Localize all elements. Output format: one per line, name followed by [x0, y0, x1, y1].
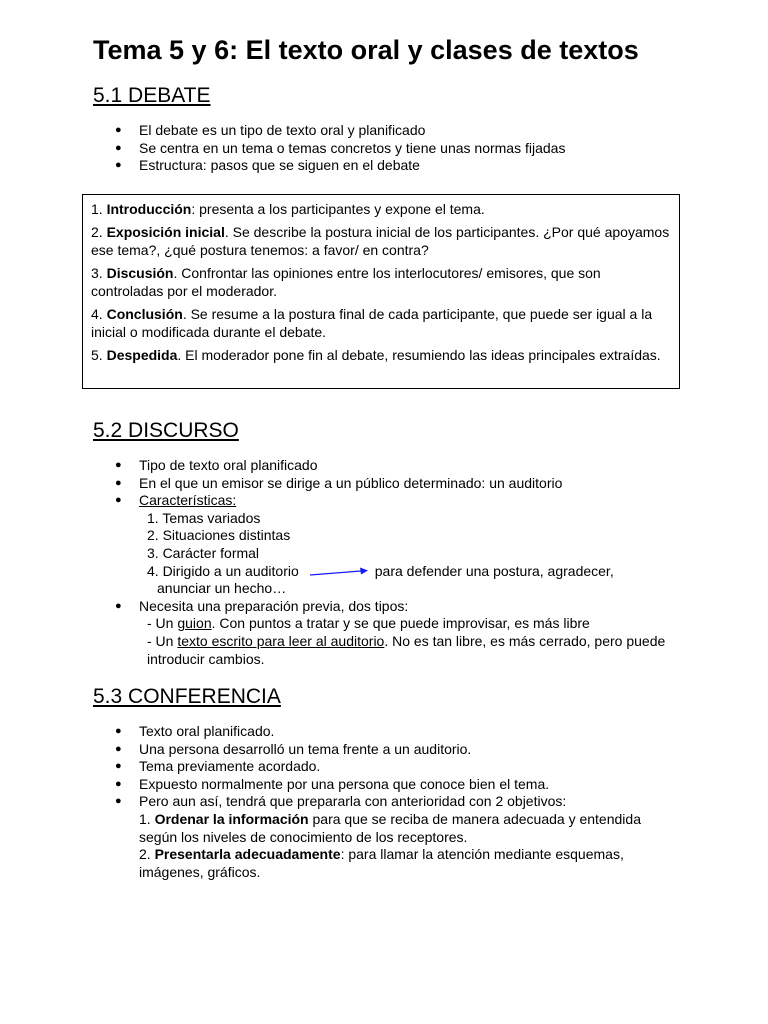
list-item: ● Características: 1. Temas variados 2. Situaciones distintas 3. Carácter formal 4. Dirigido a un auditorio para defender una postura, agradecer, anunciar un hecho…	[110, 492, 708, 598]
list-item: ● Tema previamente acordado.	[115, 758, 321, 775]
bullet-icon: ●	[115, 494, 122, 507]
bullet-icon: ●	[115, 141, 122, 154]
bullet-icon: ●	[115, 795, 122, 808]
conferencia-bullet-list	[110, 723, 708, 881]
list-item: ● El debate es un tipo de texto oral y planificado	[115, 122, 426, 138]
bullet-icon: ●	[115, 760, 122, 773]
list-item: ● Expuesto normalmente por una persona que conoce bien el tema.	[115, 775, 550, 792]
bullet-icon: ●	[115, 725, 122, 737]
characteristic-item: 3. Carácter formal	[147, 544, 260, 561]
section-heading-discurso: 5.2 DISCURSO	[93, 419, 239, 442]
debate-step: 3. Discusión. Confrontar las opiniones entre los interlocutores/ emisores, que son controladas por el moderador.	[91, 265, 601, 299]
bullet-icon: ●	[115, 599, 122, 612]
characteristic-item: 2. Situaciones distintas	[147, 527, 291, 544]
preparation-type: - Un texto escrito para leer al auditorio. No es tan libre, es más cerrado, pero puede	[147, 632, 666, 649]
bullet-icon: ●	[115, 124, 122, 136]
debate-step: 4. Conclusión. Se resume a la postura final de cada participante, que puede ser igual a la inicial o modificada durante el debate.	[91, 306, 653, 340]
preparation-type: - Un guion. Con puntos a tratar y se que puede improvisar, es más libre	[147, 615, 590, 632]
list-item: ● Pero aun así, tendrá que prepararla con anterioridad con 2 objetivos: 1. Ordenar la información para que se reciba de manera adecuada y entendida según los niveles de conocimiento de los receptores. 2. Presentarla adecuadamente: para llamar la atención mediante esquemas, imágenes, gráficos.	[110, 793, 708, 881]
debate-step: 5. Despedida. El moderador pone fin al debate, resumiendo las ideas principales extraídas.	[91, 347, 661, 363]
list-item: ● Tipo de texto oral planificado	[115, 457, 318, 473]
bullet-icon: ●	[115, 742, 122, 755]
list-item: ● Necesita una preparación previa, dos tipos: - Un guion. Con puntos a tratar y se que puede improvisar, es más libre - Un texto escrito para leer al auditorio. No es tan libre, es más cerrado, pero puede introducir cambios.	[110, 598, 708, 668]
list-item: ● Texto oral planificado.	[115, 723, 275, 739]
debate-bullet-list	[110, 122, 708, 175]
debate-step: 2. Exposición inicial. Se describe la postura inicial de los participantes. ¿Por qué apoyamos ese tema?, ¿qué postura tenemos: a favor/ en contra?	[91, 224, 670, 258]
list-item: ● Una persona desarrolló un tema frente a un auditorio.	[115, 740, 472, 757]
section-heading-debate: 5.1 DEBATE	[93, 84, 211, 107]
debate-structure-box	[82, 194, 680, 389]
list-item: ● Estructura: pasos que se siguen en el debate	[115, 157, 420, 174]
objective-item: 1. Ordenar la información para que se reciba de manera adecuada y entendida	[139, 810, 641, 827]
bullet-icon: ●	[115, 777, 122, 790]
page-title: Tema 5 y 6: El texto oral y clases de textos	[93, 35, 639, 65]
bullet-icon: ●	[115, 159, 122, 172]
arrow-right-icon	[309, 566, 369, 578]
section-heading-conferencia: 5.3 CONFERENCIA	[93, 685, 281, 708]
objective-item: 2. Presentarla adecuadamente: para llamar la atención mediante esquemas,	[139, 846, 624, 863]
list-item: ● Se centra en un tema o temas concretos y tiene unas normas fijadas	[115, 139, 566, 156]
bullet-icon: ●	[115, 476, 122, 489]
discurso-bullet-list	[110, 457, 708, 668]
list-item: ● En el que un emisor se dirige a un público determinado: un auditorio	[115, 474, 563, 491]
characteristic-item: 1. Temas variados	[147, 509, 261, 526]
characteristic-item: 4. Dirigido a un auditorio para defender una postura, agradecer,	[147, 562, 614, 579]
debate-step: 1. Introducción: presenta a los participantes y expone el tema.	[91, 201, 485, 217]
bullet-icon: ●	[115, 459, 122, 471]
